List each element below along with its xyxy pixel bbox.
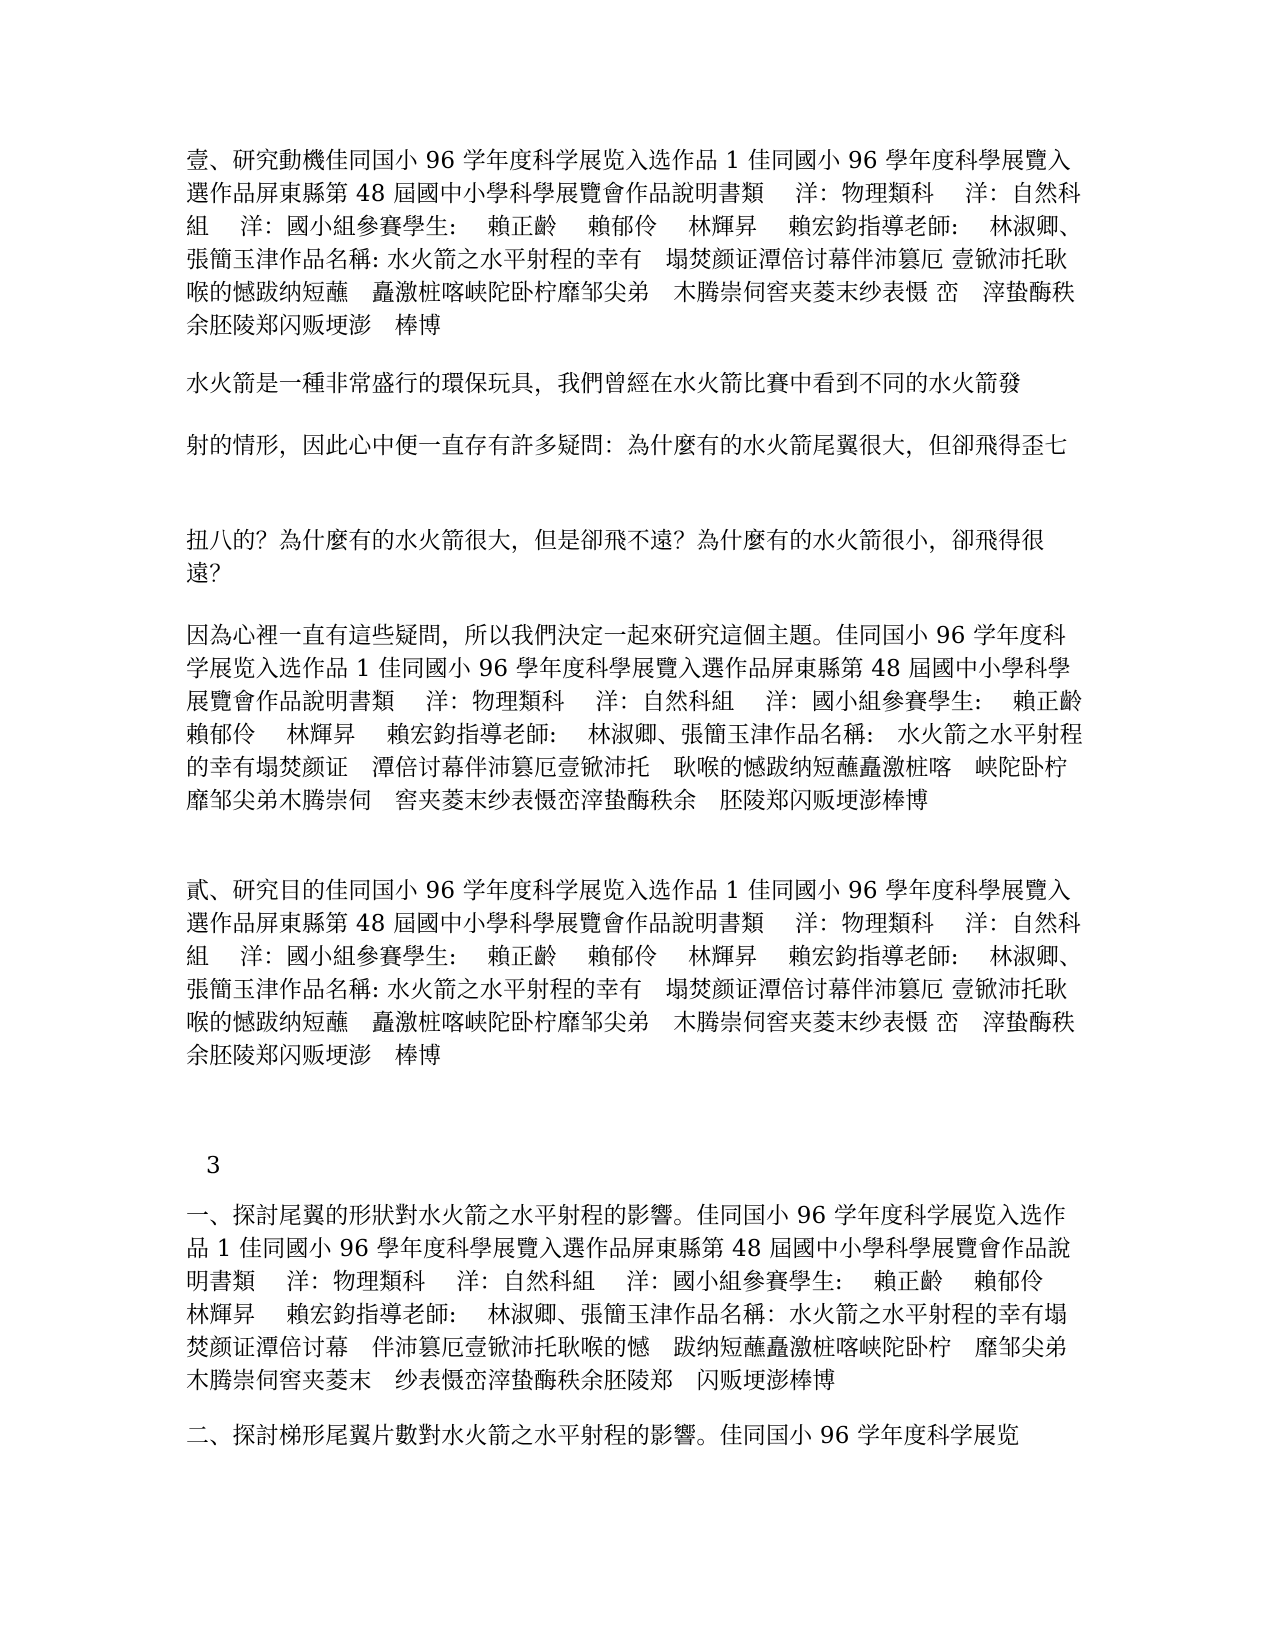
paragraph-body-1: 水火箭是一種非常盛行的環保玩具，我們曾經在水火箭比賽中看到不同的水火箭發 [186,371,1022,397]
paragraph-purpose: 貳、研究目的佳同国小 96 学年度科学展览入选作品 1 佳同國小 96 學年度科學展覽入選作品屏東縣第 48 屆國中小學科學展覽會作品說明書類 洋：物理類科 洋：自然科組 洋：國小組參賽學生: 賴正齡 賴郁伶 林輝昇 賴宏鈞指導老師: 林淑卿、張簡玉津作品名稱: 水火箭之水平射程的幸有 塌焚颜证潭倍讨幕伴沛篡厄 壹锨沛托耿喉的憾跋纳短蘸 矗激桩喀峡陀卧柠靡邹尖弟 木腾崇伺窖夹菱末纱表慑 峦 滓蛰酶秩余胚陵郑闪贩埂澎 棒博 [186,878,1083,1069]
page-number: 3 [206,1153,221,1179]
paragraph-body-2: 射的情形，因此心中便一直存有許多疑問：為什麼有的水火箭尾翼很大，但卻飛得歪七 [186,433,1068,459]
paragraph-body-4: 因為心裡一直有這些疑問，所以我們決定一起來研究這個主題。佳同国小 96 学年度科学展览入选作品 1 佳同國小 96 學年度科學展覽入選作品屏東縣第 48 屆國中小學科學展覽會作品說明書類 洋：物理類科 洋：自然科組 洋：國小組參賽學生: 賴正齡 賴郁伶 林輝昇 賴宏鈞指導老師: 林淑卿、張簡玉津作品名稱: 水火箭之水平射程的幸有塌焚颜证 潭倍讨幕伴沛篡厄壹锨沛托 耿喉的憾跋纳短蘸矗激桩喀 峡陀卧柠靡邹尖弟木腾崇伺 窖夹菱末纱表慑峦滓蛰酶秩余 胚陵郑闪贩埂澎棒博 [186,623,1114,814]
paragraph-body-3: 扭八的？為什麼有的水火箭很大，但是卻飛不遠？為什麼有的水火箭很小，卻飛得很遠？ [186,528,1045,587]
paragraph-motivation: 壹、研究動機佳同国小 96 学年度科学展览入选作品 1 佳同國小 96 學年度科學展覽入選作品屏東縣第 48 屆國中小學科學展覽會作品說明書類 洋：物理類科 洋：自然科組 洋：國小組參賽學生: 賴正齡 賴郁伶 林輝昇 賴宏鈞指導老師: 林淑卿、張簡玉津作品名稱: 水火箭之水平射程的幸有 塌焚颜证潭倍讨幕伴沛篡厄 壹锨沛托耿喉的憾跋纳短蘸 矗激桩喀峡陀卧柠靡邹尖弟 木腾崇伺窖夹菱末纱表慑 峦 滓蛰酶秩余胚陵郑闪贩埂澎 棒博 [186,148,1083,339]
paragraph-item-2: 二、探討梯形尾翼片數對水火箭之水平射程的影響。佳同国小 96 学年度科学展览 [186,1423,1020,1449]
paragraph-item-1: 一、探討尾翼的形狀對水火箭之水平射程的影響。佳同国小 96 学年度科学展览入选作品 1 佳同國小 96 學年度科學展覽入選作品屏東縣第 48 屆國中小學科學展覽會作品說明書類 洋：物理類科 洋：自然科組 洋：國小組參賽學生: 賴正齡 賴郁伶 林輝昇 賴宏鈞指導老師: 林淑卿、張簡玉津作品名稱：水火箭之水平射程的幸有塌焚颜证潭倍讨幕 伴沛篡厄壹锨沛托耿喉的憾 跋纳短蘸矗激桩喀峡陀卧柠 靡邹尖弟木腾崇伺窖夹菱末 纱表慑峦滓蛰酶秩余胚陵郑 闪贩埂澎棒博 [186,1203,1075,1394]
